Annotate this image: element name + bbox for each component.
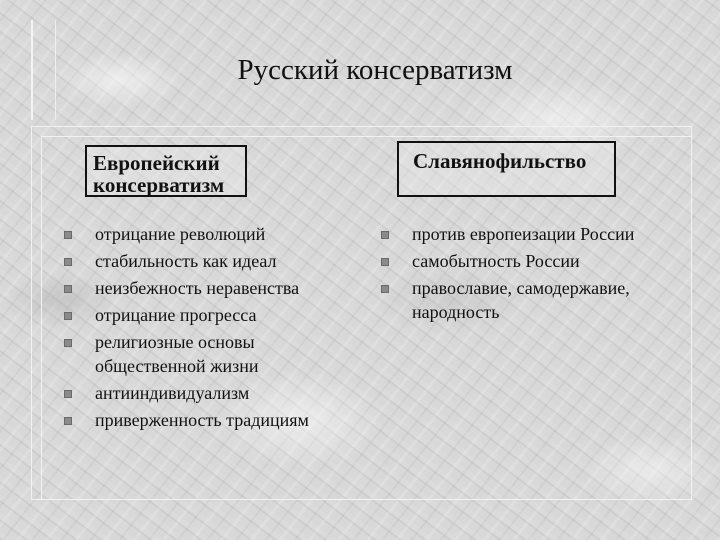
square-bullet-icon <box>64 390 72 398</box>
square-bullet-icon <box>381 231 389 239</box>
list-item <box>375 276 687 324</box>
list-item-text: православие, самодержавие, народность <box>412 278 630 322</box>
list-item <box>58 330 335 378</box>
list-item <box>58 249 358 273</box>
square-bullet-icon <box>64 285 72 293</box>
list-item <box>58 408 358 432</box>
square-bullet-icon <box>64 417 72 425</box>
square-bullet-icon <box>64 339 72 347</box>
list-item-text: приверженность традициям <box>95 410 309 430</box>
slide-title: Русский консерватизм <box>237 54 513 86</box>
square-bullet-icon <box>64 258 72 266</box>
list-item-text: самобытность России <box>412 251 580 271</box>
slavophilism-heading: Славянофильство <box>397 141 616 197</box>
square-bullet-icon <box>64 312 72 320</box>
list-item-text: антииндивидуализм <box>95 383 250 403</box>
list-item <box>58 303 358 327</box>
list-item <box>58 222 358 246</box>
list-item-text: неизбежность неравенства <box>95 278 300 298</box>
list-item-text: отрицание революций <box>95 224 266 244</box>
list-item-text: религиозные основы общественной жизни <box>95 332 259 376</box>
list-item <box>375 222 695 246</box>
square-bullet-icon <box>381 258 389 266</box>
square-bullet-icon <box>64 231 72 239</box>
list-item-text: стабильность как идеал <box>95 251 277 271</box>
list-item <box>58 381 358 405</box>
european-conservatism-list <box>58 222 358 435</box>
list-item-text: отрицание прогресса <box>95 305 257 325</box>
european-conservatism-heading: Европейский консерватизм <box>85 145 247 197</box>
list-item-text: против европеизации России <box>412 224 635 244</box>
square-bullet-icon <box>381 285 389 293</box>
slavophilism-list <box>375 222 695 327</box>
list-item <box>58 276 358 300</box>
list-item <box>375 249 695 273</box>
